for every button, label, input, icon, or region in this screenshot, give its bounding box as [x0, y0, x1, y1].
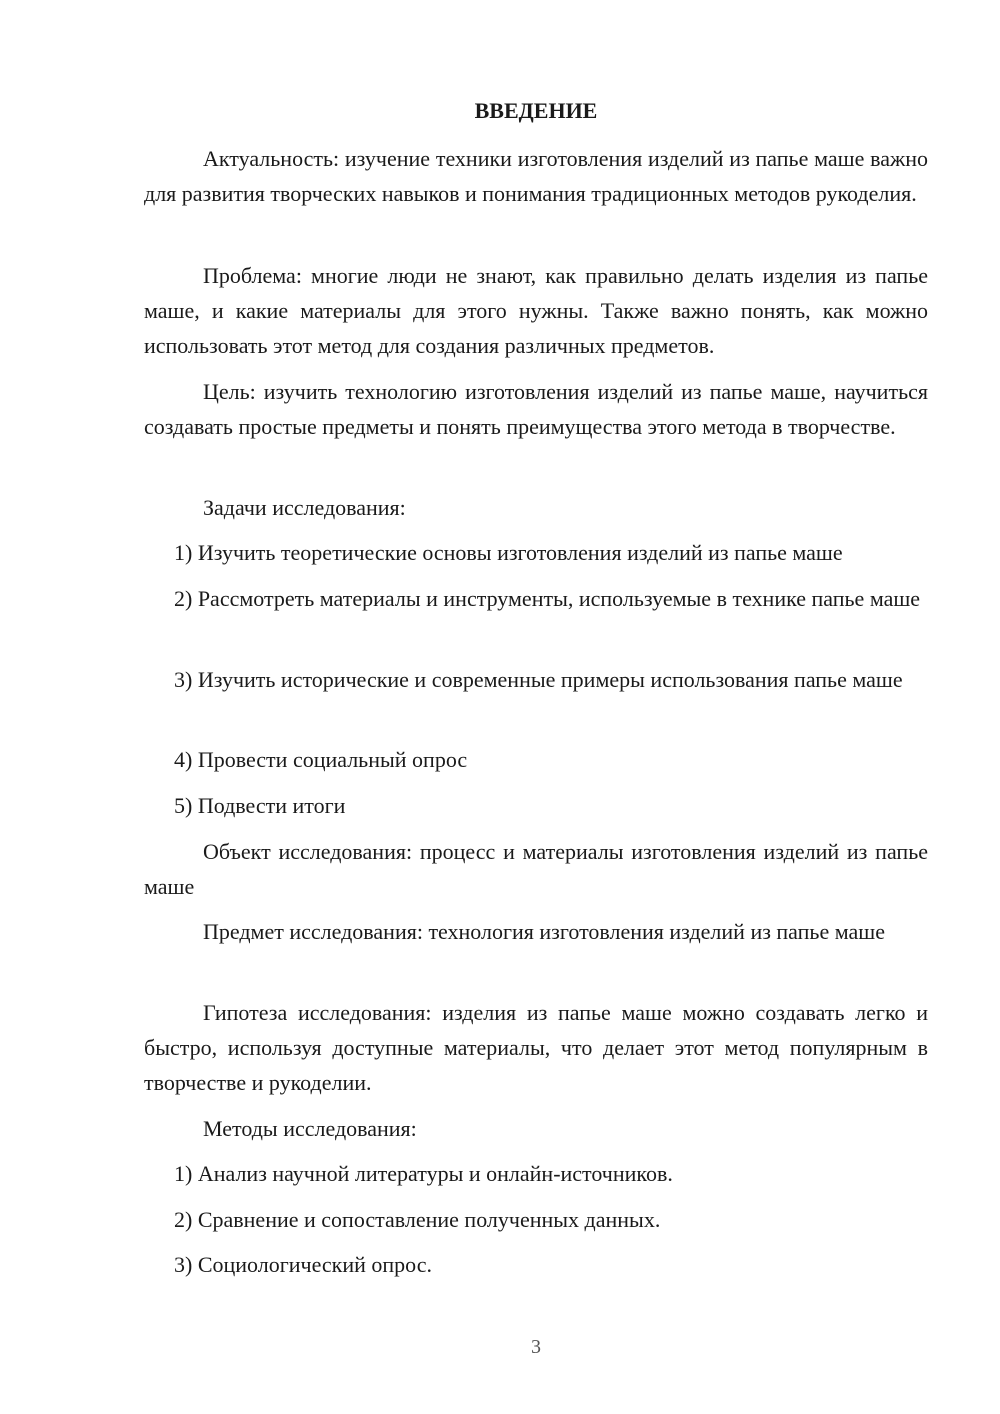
problem-paragraph: Проблема: многие люди не знают, как правильно делать изделия из папье маше, и какие материалы для этого нужны. Также важно понять, как можно использовать этот метод для создания различных предметов. [144, 263, 928, 358]
page-number: 3 [531, 1336, 541, 1358]
method-item: 2) Сравнение и сопоставление полученных данных. [174, 1207, 661, 1232]
methods-heading: Методы исследования: [203, 1116, 417, 1141]
subject-paragraph: Предмет исследования: технология изготовления изделий из папье маше [203, 919, 885, 944]
method-item: 3) Социологический опрос. [174, 1252, 432, 1277]
task-item: 5) Подвести итоги [174, 793, 346, 818]
tasks-heading: Задачи исследования: [203, 495, 406, 520]
task-item: 3) Изучить исторические и современные примеры использования папье маше [174, 667, 903, 692]
method-item: 1) Анализ научной литературы и онлайн-источников. [174, 1161, 673, 1186]
task-item: 2) Рассмотреть материалы и инструменты, используемые в технике папье маше [174, 586, 921, 611]
page-title: ВВЕДЕНИЕ [474, 98, 598, 123]
hypothesis-paragraph: Гипотеза исследования: изделия из папье маше можно создавать легко и быстро, используя доступные материалы, что делает этот метод популярным в творчестве и рукоделии. [144, 1000, 928, 1095]
object-paragraph: Объект исследования: процесс и материалы изготовления изделий из папье маше [144, 839, 928, 899]
relevance-paragraph: Актуальность: изучение техники изготовления изделий из папье маше важно для развития творческих навыков и понимания традиционных методов рукоделия. [144, 146, 928, 206]
task-item: 1) Изучить теоретические основы изготовления изделий из папье маше [174, 540, 843, 565]
document-page [144, 0, 928, 1414]
task-item: 4) Провести социальный опрос [174, 747, 468, 772]
goal-paragraph: Цель: изучить технологию изготовления изделий из папье маше, научиться создавать простые предметы и понять преимущества этого метода в творчестве. [144, 379, 928, 439]
